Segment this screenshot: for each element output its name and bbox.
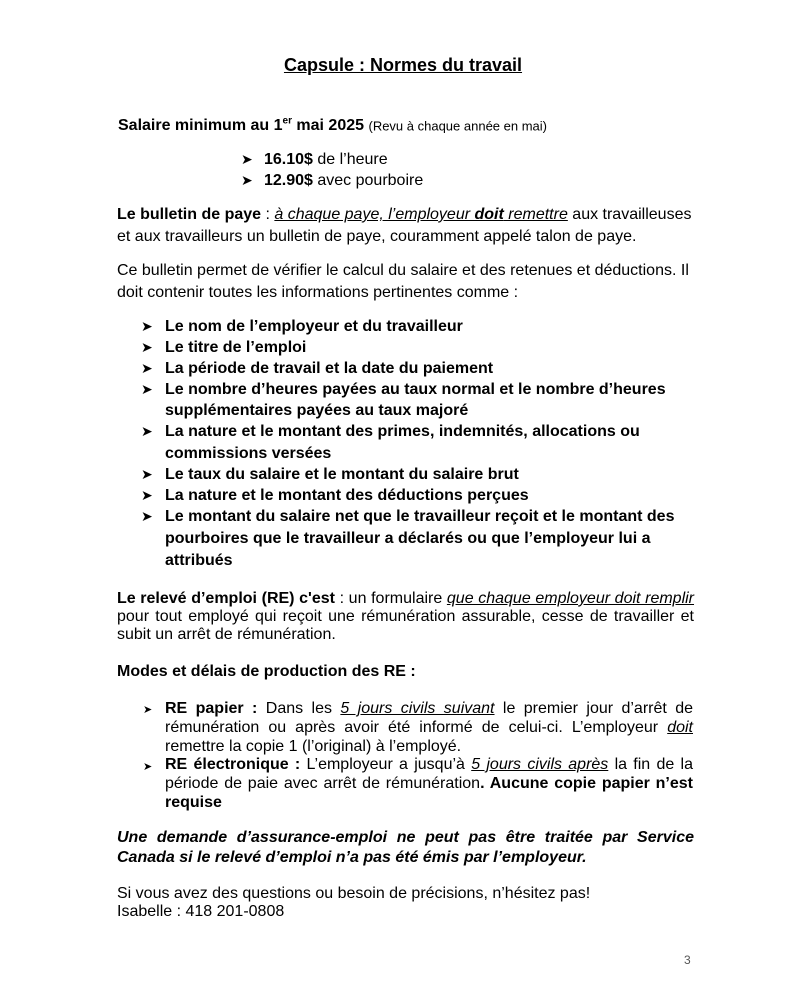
minimum-wage-note: (Revu à chaque année en mai) <box>368 118 547 134</box>
re-paper-text-b: le premier jour d’arrêt de rémunération ou après avoir été informé de celui-ci. L’employeur <box>165 700 694 736</box>
list-item: La période de travail et la date du paiement <box>165 360 494 377</box>
arrow-bullet-icon: ➤ <box>143 761 153 773</box>
re-electronic-bold: . Aucune copie papier n’est requise <box>165 775 694 811</box>
bulletin-underlined-2: remettre <box>503 206 568 223</box>
bulletin-line-1 <box>117 204 691 225</box>
re-paper-item <box>165 699 693 756</box>
releve-underlined: que chaque employeur doit remplir <box>446 590 695 607</box>
bulletin-sep: : <box>261 206 275 223</box>
arrow-bullet-icon: ➤ <box>241 172 253 188</box>
re-electronic-underlined: 5 jours civils après <box>471 756 609 773</box>
list-item-continued: commissions versées <box>165 445 332 462</box>
page-title: Capsule : Normes du travail <box>283 55 523 75</box>
arrow-bullet-icon: ➤ <box>141 360 153 376</box>
bulletin-line-2: et aux travailleurs un bulletin de paye, couramment appelé talon de paye. <box>117 228 637 245</box>
re-electronic-text-b: la fin de la période de paie avec arrêt de rémunération <box>165 756 693 792</box>
arrow-bullet-icon: ➤ <box>141 466 153 482</box>
contact-line-2: Isabelle : 418 201-0808 <box>117 903 285 920</box>
arrow-bullet-icon: ➤ <box>141 423 153 439</box>
minimum-wage-label: Salaire minimum au 1 <box>118 117 283 135</box>
minimum-wage-sup: er <box>282 116 292 127</box>
warning-text: Une demande d’assurance-emploi ne peut pas être traitée par Service Canada si le relevé d’emploi n’a pas été émis par l’employeur. <box>117 829 694 866</box>
arrow-bullet-icon: ➤ <box>241 151 253 167</box>
arrow-bullet-icon: ➤ <box>141 487 153 503</box>
arrow-bullet-icon: ➤ <box>141 318 153 334</box>
re-electronic-text-a: L’employeur a jusqu’à <box>300 756 472 773</box>
list-item-continued: supplémentaires payées au taux majoré <box>165 402 469 419</box>
bulletin-para2-line-2: doit contenir toutes les informations pertinentes comme : <box>117 284 519 301</box>
bulletin-underlined-bold: doit <box>474 206 504 223</box>
re-electronic-item <box>165 755 693 812</box>
wage-item <box>264 149 388 170</box>
bulletin-rest: aux travailleuses <box>567 206 692 223</box>
re-paper-text-c: remettre la copie 1 (l’original) à l’employé. <box>165 738 462 755</box>
list-item: Le montant du salaire net que le travailleur reçoit et le montant des <box>165 508 675 525</box>
bulletin-heading: Le bulletin de paye <box>117 206 262 223</box>
list-item-continued: attribués <box>165 552 233 569</box>
releve-paragraph <box>117 590 694 644</box>
arrow-bullet-icon: ➤ <box>141 508 153 524</box>
re-paper-doit: doit <box>667 719 693 736</box>
wage-text: avec pourboire <box>312 172 424 189</box>
bulletin-underlined-1: à chaque paye, l’employeur <box>274 206 475 223</box>
wage-amount: 12.90$ <box>264 172 313 189</box>
arrow-bullet-icon: ➤ <box>141 339 153 355</box>
list-item: Le nombre d’heures payées au taux normal et le nombre d’heures <box>165 381 666 398</box>
list-item: Le nom de l’employeur et du travailleur <box>165 318 463 335</box>
list-item: La nature et le montant des primes, indemnités, allocations ou <box>165 423 640 440</box>
bulletin-para2-line-1: Ce bulletin permet de vérifier le calcul du salaire et des retenues et déductions. Il <box>117 262 689 279</box>
re-electronic-label: RE électronique : <box>165 756 301 773</box>
re-paper-text-a: Dans les <box>257 700 341 717</box>
releve-rest: pour tout employé qui reçoit une rémunération assurable, cesse de travailler et subit un arrêt de rémunération. <box>117 608 694 643</box>
wage-amount: 16.10$ <box>264 151 313 168</box>
modes-heading: Modes et délais de production des RE : <box>117 663 416 680</box>
arrow-bullet-icon: ➤ <box>143 704 153 716</box>
releve-sep: : un formulaire <box>334 590 447 607</box>
contact-line-1: Si vous avez des questions ou besoin de précisions, n’hésitez pas! <box>117 885 591 902</box>
releve-heading: Le relevé d’emploi (RE) c'est <box>117 590 335 607</box>
arrow-bullet-icon: ➤ <box>141 381 153 397</box>
list-item: La nature et le montant des déductions perçues <box>165 487 529 504</box>
re-paper-label: RE papier : <box>165 700 258 717</box>
wage-item <box>264 170 423 191</box>
minimum-wage-heading <box>118 116 547 135</box>
minimum-wage-date: mai 2025 <box>291 117 365 135</box>
wage-text: de l’heure <box>312 151 388 168</box>
re-paper-underlined: 5 jours civils suivant <box>340 700 495 717</box>
list-item-continued: pourboires que le travailleur a déclarés ou que l’employeur lui a <box>165 530 651 547</box>
list-item: Le titre de l’emploi <box>165 339 307 356</box>
page-number: 3 <box>684 953 691 967</box>
list-item: Le taux du salaire et le montant du salaire brut <box>165 466 519 483</box>
